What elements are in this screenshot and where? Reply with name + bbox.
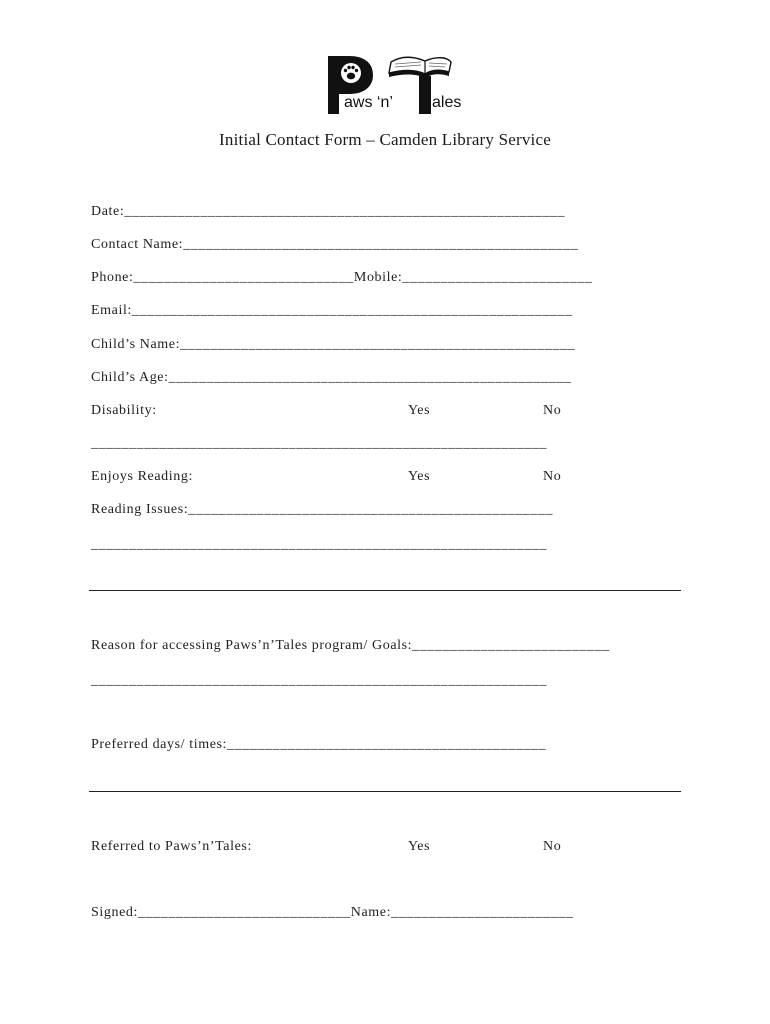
- phone-mobile-field[interactable]: Phone:_____________________________Mobile:_________________________: [91, 270, 593, 285]
- reading-issues-field[interactable]: Reading Issues:________________________________________________: [91, 502, 554, 517]
- signed-name-field[interactable]: Signed:____________________________Name:________________________: [91, 905, 574, 920]
- referred-yes-option[interactable]: Yes: [408, 839, 431, 854]
- reason-goals-continued-field[interactable]: ____________________________________________________________: [91, 673, 547, 688]
- section-divider: [89, 791, 681, 792]
- enjoys-reading-no-option[interactable]: No: [543, 469, 562, 484]
- enjoys-reading-yes-option[interactable]: Yes: [408, 469, 431, 484]
- enjoys-reading-label: Enjoys Reading:: [91, 469, 193, 484]
- section-divider: [89, 590, 681, 591]
- disability-detail-field[interactable]: ____________________________________________________________: [91, 436, 547, 451]
- referred-no-option[interactable]: No: [543, 839, 562, 854]
- logo-text-aws: aws ‘n’: [344, 94, 393, 111]
- referred-label: Referred to Paws’n’Tales:: [91, 839, 252, 854]
- email-field[interactable]: Email:__________________________________________________________: [91, 303, 573, 318]
- preferred-days-times-field[interactable]: Preferred days/ times:__________________________________________: [91, 737, 547, 752]
- reason-goals-field[interactable]: Reason for accessing Paws’n’Tales program/ Goals:__________________________: [91, 638, 610, 653]
- logo-text-ales: ales: [432, 94, 462, 111]
- childs-name-field[interactable]: Child’s Name:____________________________________________________: [91, 337, 576, 352]
- reading-issues-continued-field[interactable]: ____________________________________________________________: [91, 537, 547, 552]
- disability-no-option[interactable]: No: [543, 403, 562, 418]
- disability-yes-option[interactable]: Yes: [408, 403, 431, 418]
- disability-label: Disability:: [91, 403, 157, 418]
- date-field[interactable]: Date:__________________________________________________________: [91, 204, 566, 219]
- contact-name-field[interactable]: Contact Name:____________________________________________________: [91, 237, 579, 252]
- paws-n-tales-logo: [325, 52, 475, 118]
- form-title: Initial Contact Form – Camden Library Service: [219, 130, 551, 149]
- childs-age-field[interactable]: Child’s Age:_____________________________________________________: [91, 370, 572, 385]
